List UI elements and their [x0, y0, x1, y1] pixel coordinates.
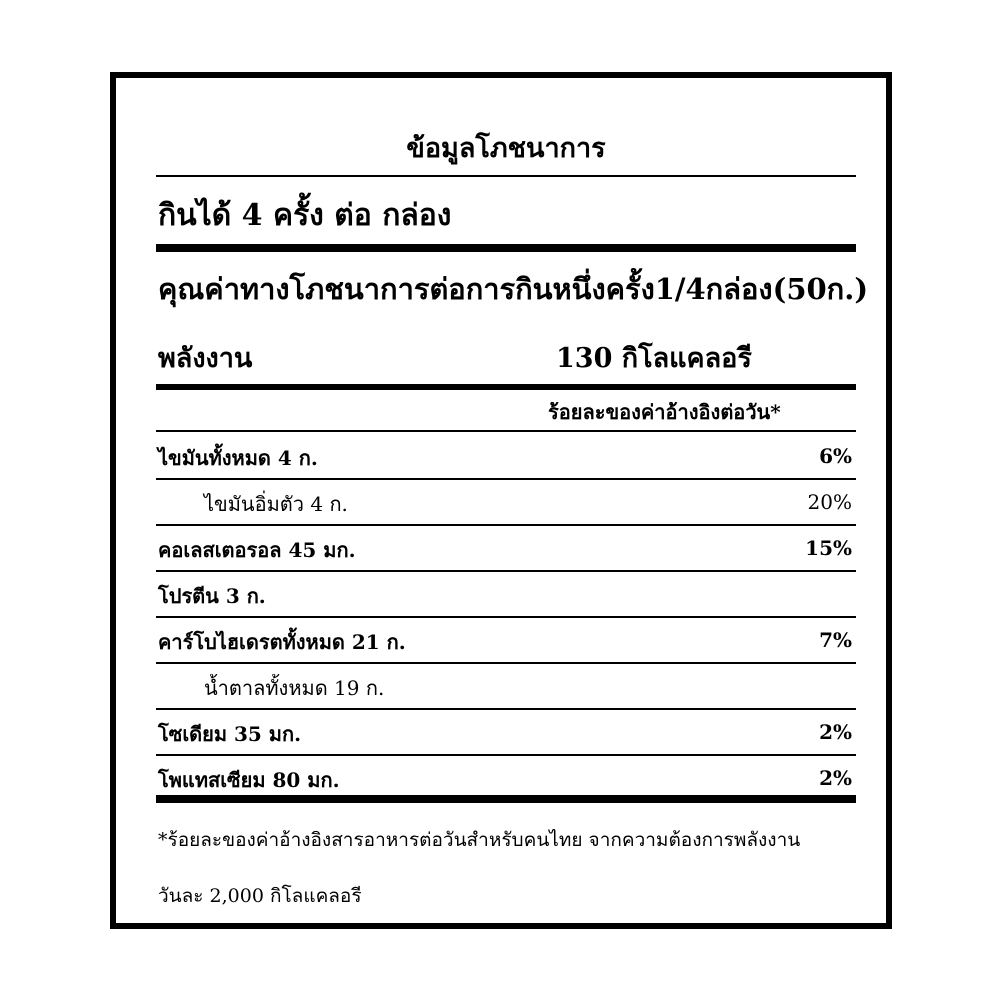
divider-thick: [156, 384, 856, 390]
nutrient-label: [204, 672, 384, 704]
nutrient-percent-dv: 2%: [819, 720, 852, 744]
energy-label: พลังงาน: [158, 343, 253, 374]
nutrient-name: โซเดียม: [158, 722, 228, 746]
nutrient-amount: 35 มก.: [234, 722, 302, 746]
nutrient-name: โปรตีน: [158, 584, 219, 608]
nutrient-amount: 21 ก.: [351, 630, 406, 654]
nutrient-percent-dv: 6%: [819, 444, 852, 468]
footnote-line-2: วันละ 2,000 กิโลแคลอรี: [158, 885, 362, 907]
nutrient-percent-dv: 20%: [807, 490, 852, 514]
nutrient-label: [158, 626, 406, 658]
divider: [156, 524, 856, 526]
nutrient-percent-dv: 15%: [805, 536, 852, 560]
divider-thick: [156, 795, 856, 803]
divider: [156, 708, 856, 710]
footnote-line-1: *ร้อยละของค่าอ้างอิงสารอาหารต่อวันสำหรับคนไทย จากความต้องการพลังงาน: [158, 829, 801, 851]
nutrient-label: [204, 488, 348, 520]
nutrition-label: [156, 78, 869, 923]
divider: [156, 662, 856, 664]
divider: [156, 616, 856, 618]
nutrient-label: [158, 580, 266, 612]
nutrient-amount: 3 ก.: [225, 584, 266, 608]
nutrient-name: คาร์โบไฮเดรตทั้งหมด: [158, 630, 345, 654]
nutrient-name: ไขมันทั้งหมด: [158, 446, 271, 470]
divider: [156, 478, 856, 480]
nutrient-amount: 80 มก.: [272, 768, 340, 792]
divider: [156, 430, 856, 432]
nutrient-label: [158, 764, 340, 796]
nutrient-amount: 4 ก.: [277, 446, 318, 470]
nutrient-amount: 4 ก.: [310, 492, 348, 516]
daily-value-header: ร้อยละของค่าอ้างอิงต่อวัน*: [548, 400, 781, 424]
nutrient-name: น้ำตาลทั้งหมด: [204, 676, 328, 700]
nutrient-label: [158, 442, 318, 474]
nutrient-label: [158, 534, 356, 566]
nutrient-label: [158, 718, 301, 750]
divider: [156, 175, 856, 177]
nutrient-percent-dv: 2%: [819, 766, 852, 790]
nutrient-name: ไขมันอิ่มตัว: [204, 492, 304, 516]
nutrient-amount: 19 ก.: [334, 676, 385, 700]
label-title: ข้อมูลโภชนาการ: [406, 133, 606, 164]
nutrient-percent-dv: 7%: [819, 628, 852, 652]
divider: [156, 570, 856, 572]
servings-per-container: กินได้ 4 ครั้ง ต่อ กล่อง: [158, 198, 452, 233]
nutrient-name: คอเลสเตอรอล: [158, 538, 282, 562]
divider-thick: [156, 244, 856, 252]
nutrient-name: โพแทสเซียม: [158, 768, 266, 792]
energy-value: 130 กิโลแคลอรี: [556, 343, 752, 374]
nutrient-amount: 45 มก.: [288, 538, 356, 562]
per-serving-heading: คุณค่าทางโภชนาการต่อการกินหนึ่งครั้ง1/4กล่อง(50ก.): [158, 272, 869, 306]
nutrition-label-frame: [110, 72, 892, 929]
divider: [156, 754, 856, 756]
